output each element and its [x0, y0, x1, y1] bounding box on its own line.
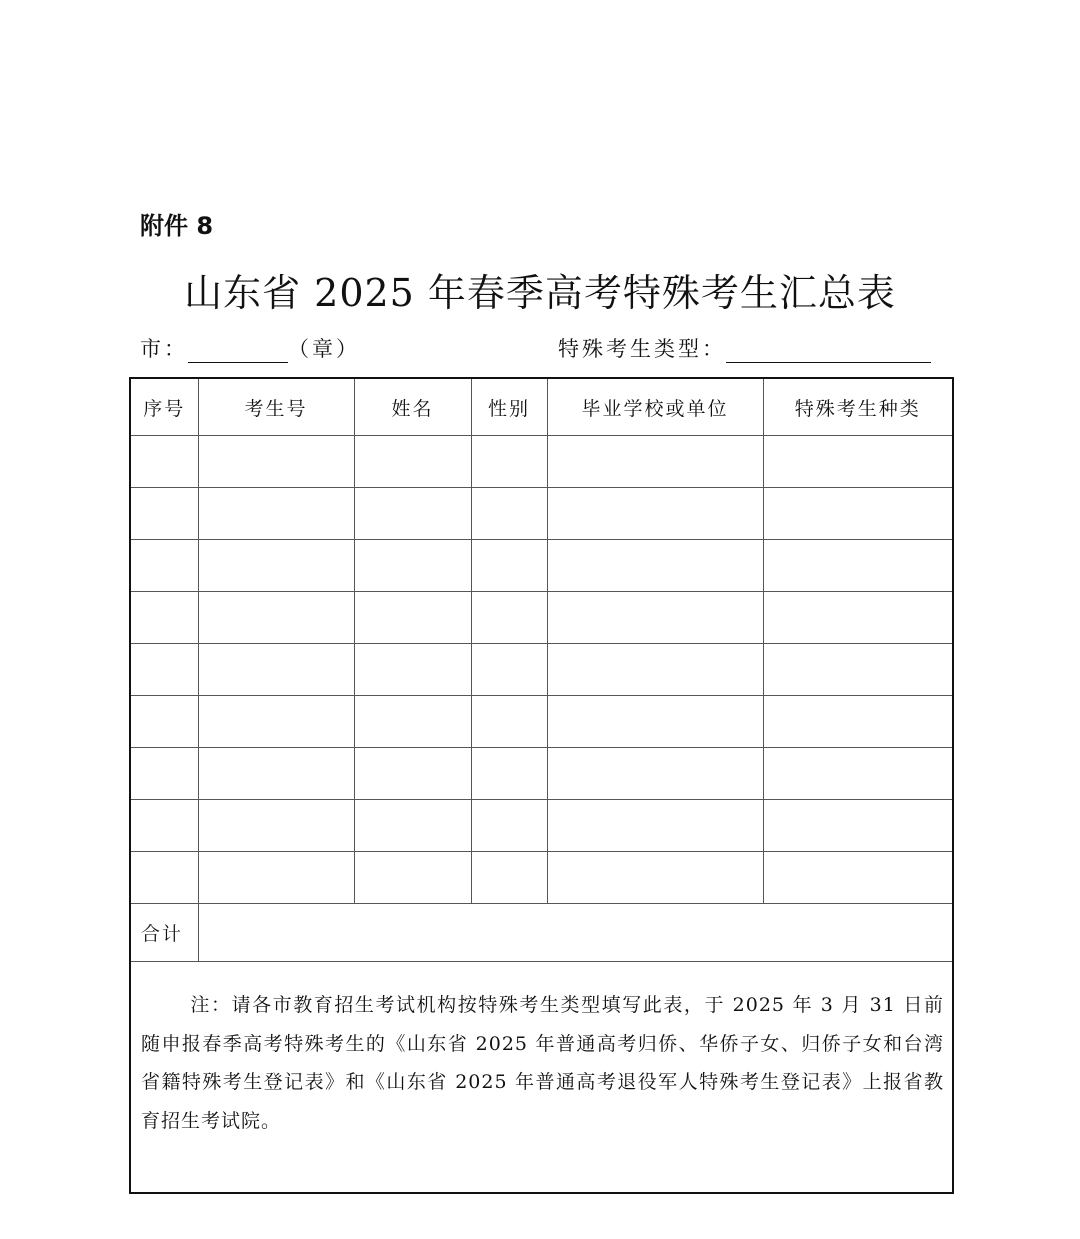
table-cell[interactable]	[471, 488, 547, 540]
table-cell[interactable]	[547, 488, 763, 540]
table-cell[interactable]	[354, 800, 471, 852]
header-school: 毕业学校或单位	[547, 378, 763, 436]
table-cell[interactable]	[198, 696, 354, 748]
table-cell[interactable]	[130, 488, 198, 540]
table-cell[interactable]	[471, 592, 547, 644]
table-cell[interactable]	[198, 592, 354, 644]
table-cell[interactable]	[130, 644, 198, 696]
table-cell[interactable]	[130, 436, 198, 488]
table-cell[interactable]	[471, 540, 547, 592]
table-cell[interactable]	[471, 644, 547, 696]
table-cell[interactable]	[198, 436, 354, 488]
table-cell[interactable]	[354, 488, 471, 540]
table-cell[interactable]	[198, 800, 354, 852]
note-text: 注：请各市教育招生考试机构按特殊考生类型填写此表，于 2025 年 3 月 31 日前随申报春季高考特殊考生的《山东省 2025 年普通高考归侨、华侨子女、归侨子女和台湾省籍特殊考生登记表》和《山东省 2025 年普通高考退役军人特殊考生登记表》上报省教育招生考试院。	[130, 962, 953, 1194]
header-index: 序号	[130, 378, 198, 436]
table-cell[interactable]	[547, 436, 763, 488]
table-cell[interactable]	[354, 540, 471, 592]
table-row	[130, 488, 953, 540]
header-exam-number: 考生号	[198, 378, 354, 436]
table-cell[interactable]	[763, 800, 953, 852]
table-cell[interactable]	[354, 852, 471, 904]
table-cell[interactable]	[471, 748, 547, 800]
header-name: 姓名	[354, 378, 471, 436]
type-label: 特殊考生类型：	[558, 337, 726, 361]
table-cell[interactable]	[547, 696, 763, 748]
table-cell[interactable]	[198, 748, 354, 800]
table-row	[130, 436, 953, 488]
table-cell[interactable]	[763, 696, 953, 748]
table-cell[interactable]	[130, 540, 198, 592]
table-cell[interactable]	[763, 436, 953, 488]
table-cell[interactable]	[763, 748, 953, 800]
table-cell[interactable]	[354, 748, 471, 800]
header-gender: 性别	[471, 378, 547, 436]
table-cell[interactable]	[354, 696, 471, 748]
type-field	[558, 333, 931, 363]
table-cell[interactable]	[547, 800, 763, 852]
table-cell[interactable]	[130, 852, 198, 904]
table-row	[130, 748, 953, 800]
table-row	[130, 852, 953, 904]
table-cell[interactable]	[471, 436, 547, 488]
table-cell[interactable]	[130, 748, 198, 800]
table-cell[interactable]	[354, 644, 471, 696]
total-row	[130, 904, 953, 962]
summary-table	[129, 377, 954, 1194]
total-cell[interactable]	[198, 904, 953, 962]
table-cell[interactable]	[547, 644, 763, 696]
header-row	[130, 378, 953, 436]
table-cell[interactable]	[471, 696, 547, 748]
note-row	[130, 962, 953, 1194]
header-category: 特殊考生种类	[763, 378, 953, 436]
table-cell[interactable]	[471, 852, 547, 904]
table-cell[interactable]	[547, 852, 763, 904]
page-title: 山东省 2025 年春季高考特殊考生汇总表	[184, 271, 896, 315]
city-blank[interactable]	[188, 336, 288, 363]
table-cell[interactable]	[130, 696, 198, 748]
table-row	[130, 540, 953, 592]
seal-label: （章）	[288, 337, 360, 361]
table-cell[interactable]	[547, 540, 763, 592]
total-label: 合计	[130, 904, 198, 962]
table-cell[interactable]	[198, 540, 354, 592]
table-row	[130, 696, 953, 748]
table-cell[interactable]	[763, 852, 953, 904]
table-row	[130, 592, 953, 644]
table-cell[interactable]	[130, 800, 198, 852]
table-cell[interactable]	[547, 748, 763, 800]
table-cell[interactable]	[763, 540, 953, 592]
table-row	[130, 800, 953, 852]
table-cell[interactable]	[471, 800, 547, 852]
table-row	[130, 644, 953, 696]
type-blank[interactable]	[726, 336, 931, 363]
attachment-label: 附件 8	[140, 212, 214, 240]
table-cell[interactable]	[763, 644, 953, 696]
table-cell[interactable]	[547, 592, 763, 644]
city-field	[140, 333, 360, 363]
table-cell[interactable]	[198, 852, 354, 904]
table-cell[interactable]	[354, 592, 471, 644]
city-label: 市：	[140, 337, 188, 361]
table-cell[interactable]	[130, 592, 198, 644]
table-cell[interactable]	[354, 436, 471, 488]
table-cell[interactable]	[198, 644, 354, 696]
table-cell[interactable]	[763, 488, 953, 540]
table-cell[interactable]	[198, 488, 354, 540]
table-cell[interactable]	[763, 592, 953, 644]
